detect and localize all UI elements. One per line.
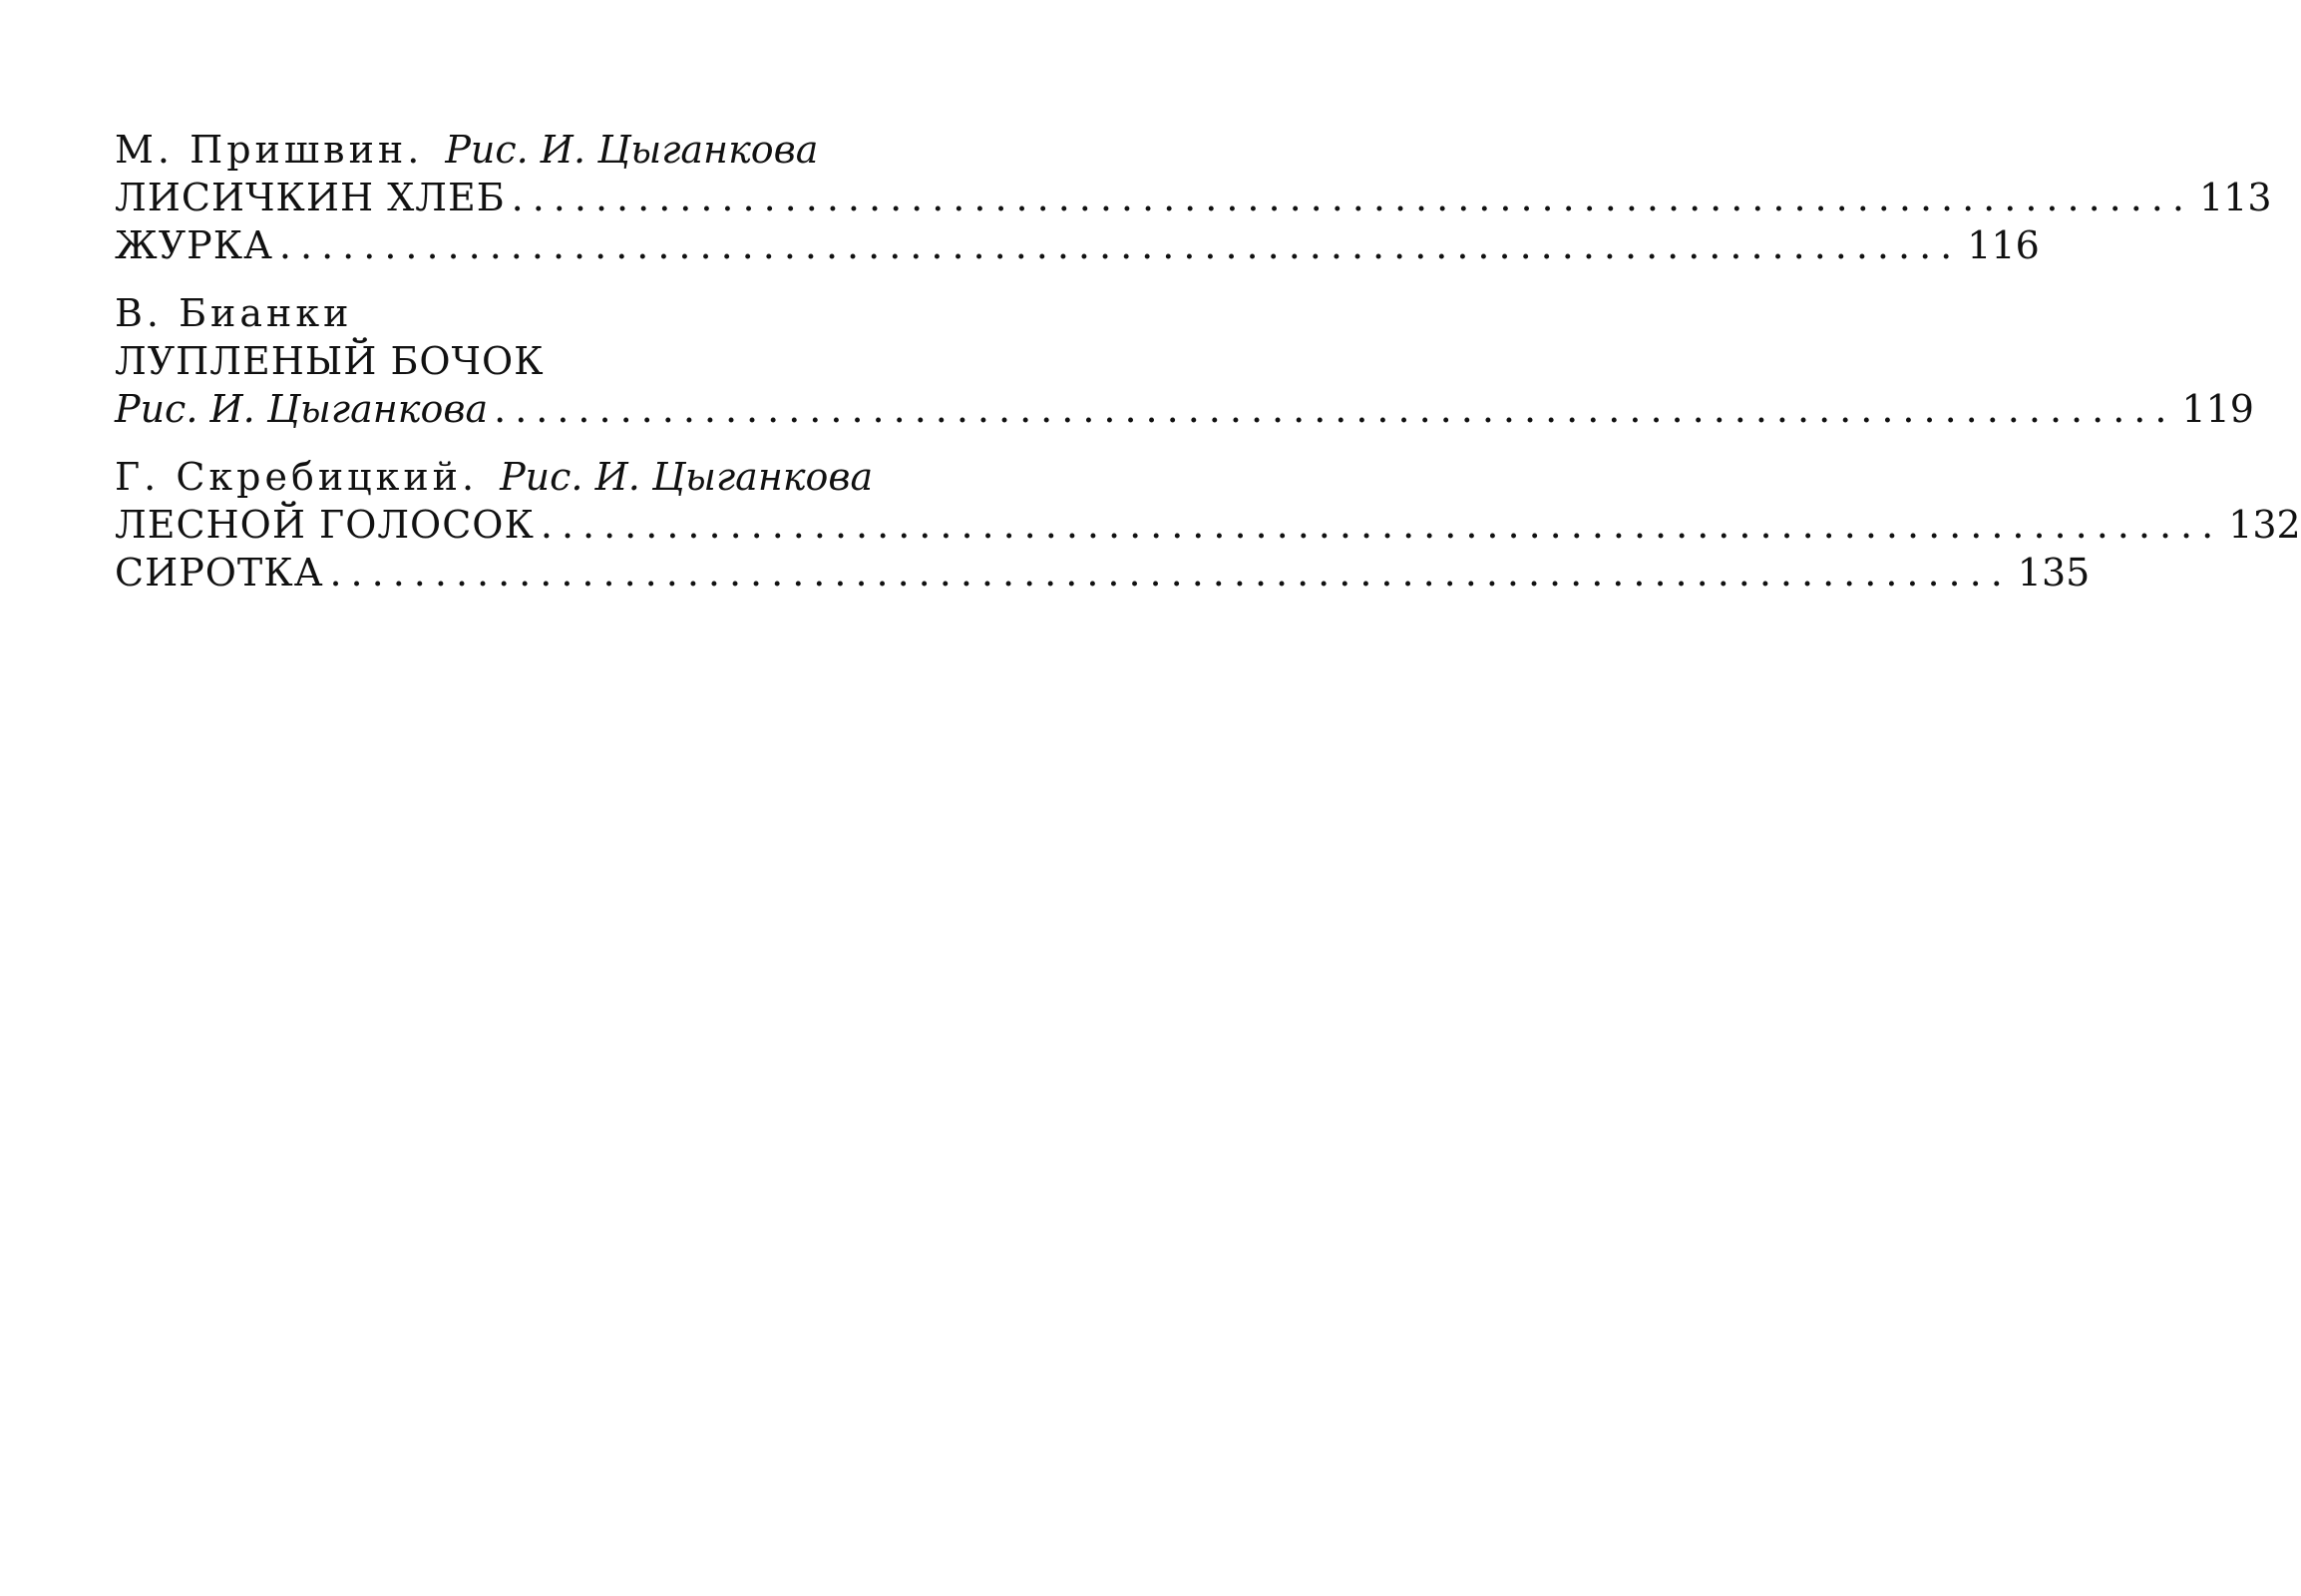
author-line [115, 453, 888, 501]
toc-entry [115, 221, 2040, 269]
illustrator-credit: Рис. И. Цыганкова [500, 455, 874, 499]
author-name: Г. Скребицкий. [115, 455, 479, 499]
table-of-contents [115, 126, 2301, 597]
dot-leader: ................................................................................ [540, 503, 2223, 547]
illustrator-credit: Рис. И. Цыганкова [445, 128, 819, 172]
author-name: В. Бианки [115, 291, 353, 335]
illustrator-credit: Рис. И. Цыганкова [115, 387, 489, 431]
page-number: 116 [1967, 223, 2040, 267]
entry-title: ЖУРКА [115, 223, 273, 267]
toc-entry [115, 549, 2091, 597]
toc-section-prishvin [115, 126, 2272, 269]
entry-title: ЛЕСНОЙ ГОЛОСОК [115, 503, 535, 547]
page-number: 135 [2017, 551, 2091, 595]
author-line [115, 289, 888, 337]
entry-title: ЛИСИЧКИН ХЛЕБ [115, 176, 506, 219]
dot-leader: ................................................................................ [511, 176, 2193, 219]
story-title: ЛУПЛЕНЫЙ БОЧОК [115, 339, 545, 383]
toc-entry [115, 501, 2301, 549]
page-number: 132 [2228, 503, 2301, 547]
page-number: 119 [2181, 387, 2254, 431]
dot-leader: ................................................................................ [494, 387, 2176, 431]
dot-leader: ................................................................................ [278, 223, 1962, 267]
toc-section-skrebitsky [115, 453, 2301, 597]
toc-section-bianki [115, 289, 2254, 433]
author-name: М. Пришвин. [115, 128, 424, 172]
entry-title: СИРОТКА [115, 551, 324, 595]
author-line [115, 126, 888, 174]
toc-entry [115, 174, 2272, 221]
dot-leader: ................................................................................ [329, 551, 2012, 595]
toc-entry [115, 385, 2254, 433]
page-number: 113 [2198, 176, 2272, 219]
